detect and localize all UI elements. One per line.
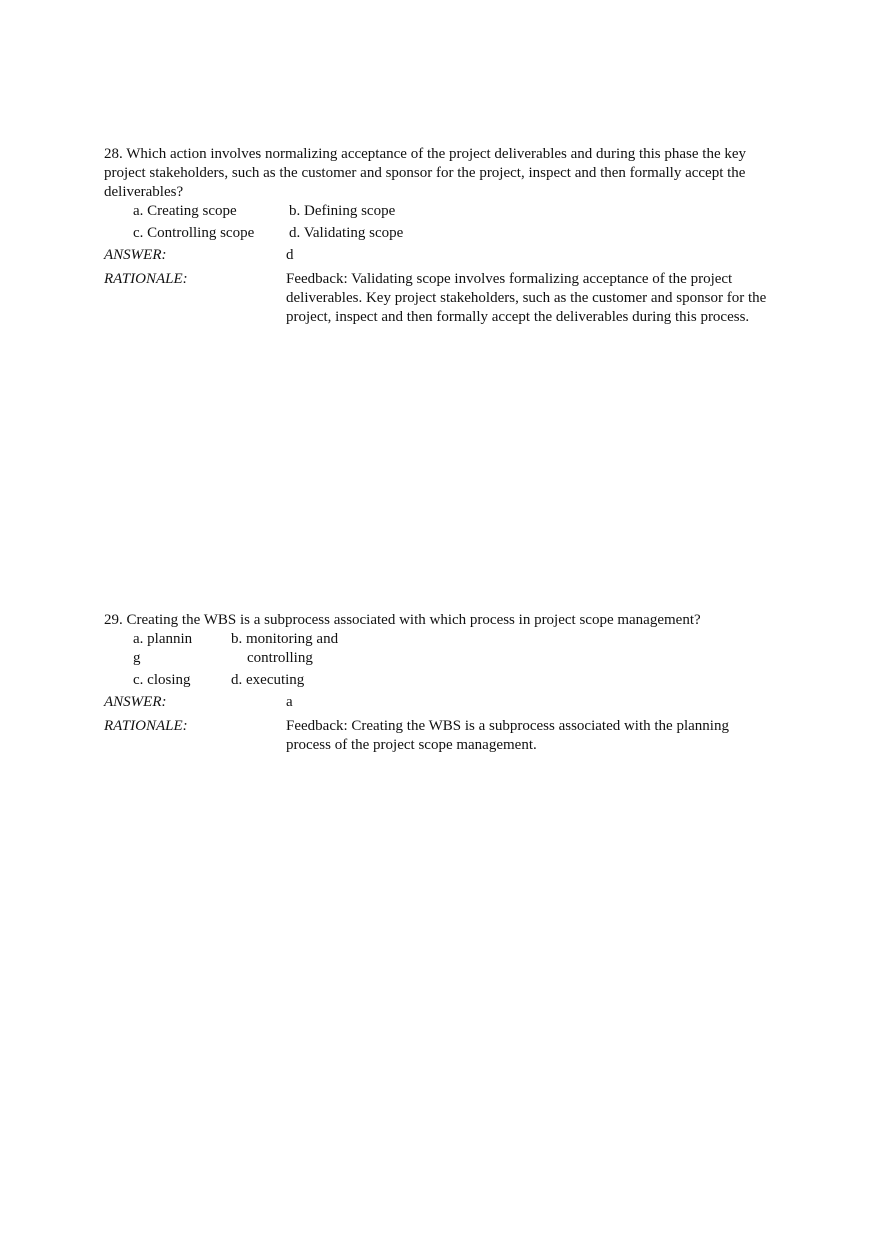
- option-c: c. closing: [133, 672, 191, 688]
- option-b: [231, 630, 351, 668]
- option-c: c. Controlling scope: [133, 225, 255, 241]
- option-a: a. Creating scope: [133, 203, 237, 219]
- answer-label: ANSWER:: [104, 247, 167, 263]
- answer-label: ANSWER:: [104, 694, 167, 710]
- answer-options: [133, 202, 784, 246]
- answer-row: [104, 246, 784, 268]
- option-b: b. Defining scope: [289, 203, 396, 219]
- question-stem: 28. Which action involves normalizing acceptance of the project deliverables and during this phase the key project stakeholders, such as the customer and sponsor for the project, inspect and then formally accept the deliverables?: [104, 146, 747, 200]
- answer-row: [104, 693, 784, 715]
- option-b-line1: b. monitoring and: [231, 631, 339, 647]
- rationale-text: Feedback: Creating the WBS is a subprocess associated with the planning process of the project scope management.: [286, 718, 729, 753]
- rationale-label: RATIONALE:: [104, 271, 188, 287]
- rationale-row: [104, 717, 784, 755]
- answer-options: [133, 630, 784, 693]
- question-29: [104, 611, 784, 755]
- answer-value: d: [286, 247, 294, 263]
- rationale-row: [104, 270, 784, 327]
- rationale-text: Feedback: Validating scope involves formalizing acceptance of the project deliverables. Key project stakeholders, such as the customer and sponsor for the project, inspect and then formally accept the deliverables during this process.: [286, 271, 767, 325]
- question-28: [104, 145, 784, 327]
- answer-value: a: [286, 694, 293, 710]
- option-d: d. Validating scope: [289, 225, 404, 241]
- option-d: d. executing: [231, 672, 305, 688]
- option-a: a. plannin g: [133, 631, 193, 666]
- option-b-line2: controlling: [247, 650, 313, 666]
- rationale-label: RATIONALE:: [104, 718, 188, 734]
- question-stem: 29. Creating the WBS is a subprocess associated with which process in project scope management?: [104, 612, 701, 628]
